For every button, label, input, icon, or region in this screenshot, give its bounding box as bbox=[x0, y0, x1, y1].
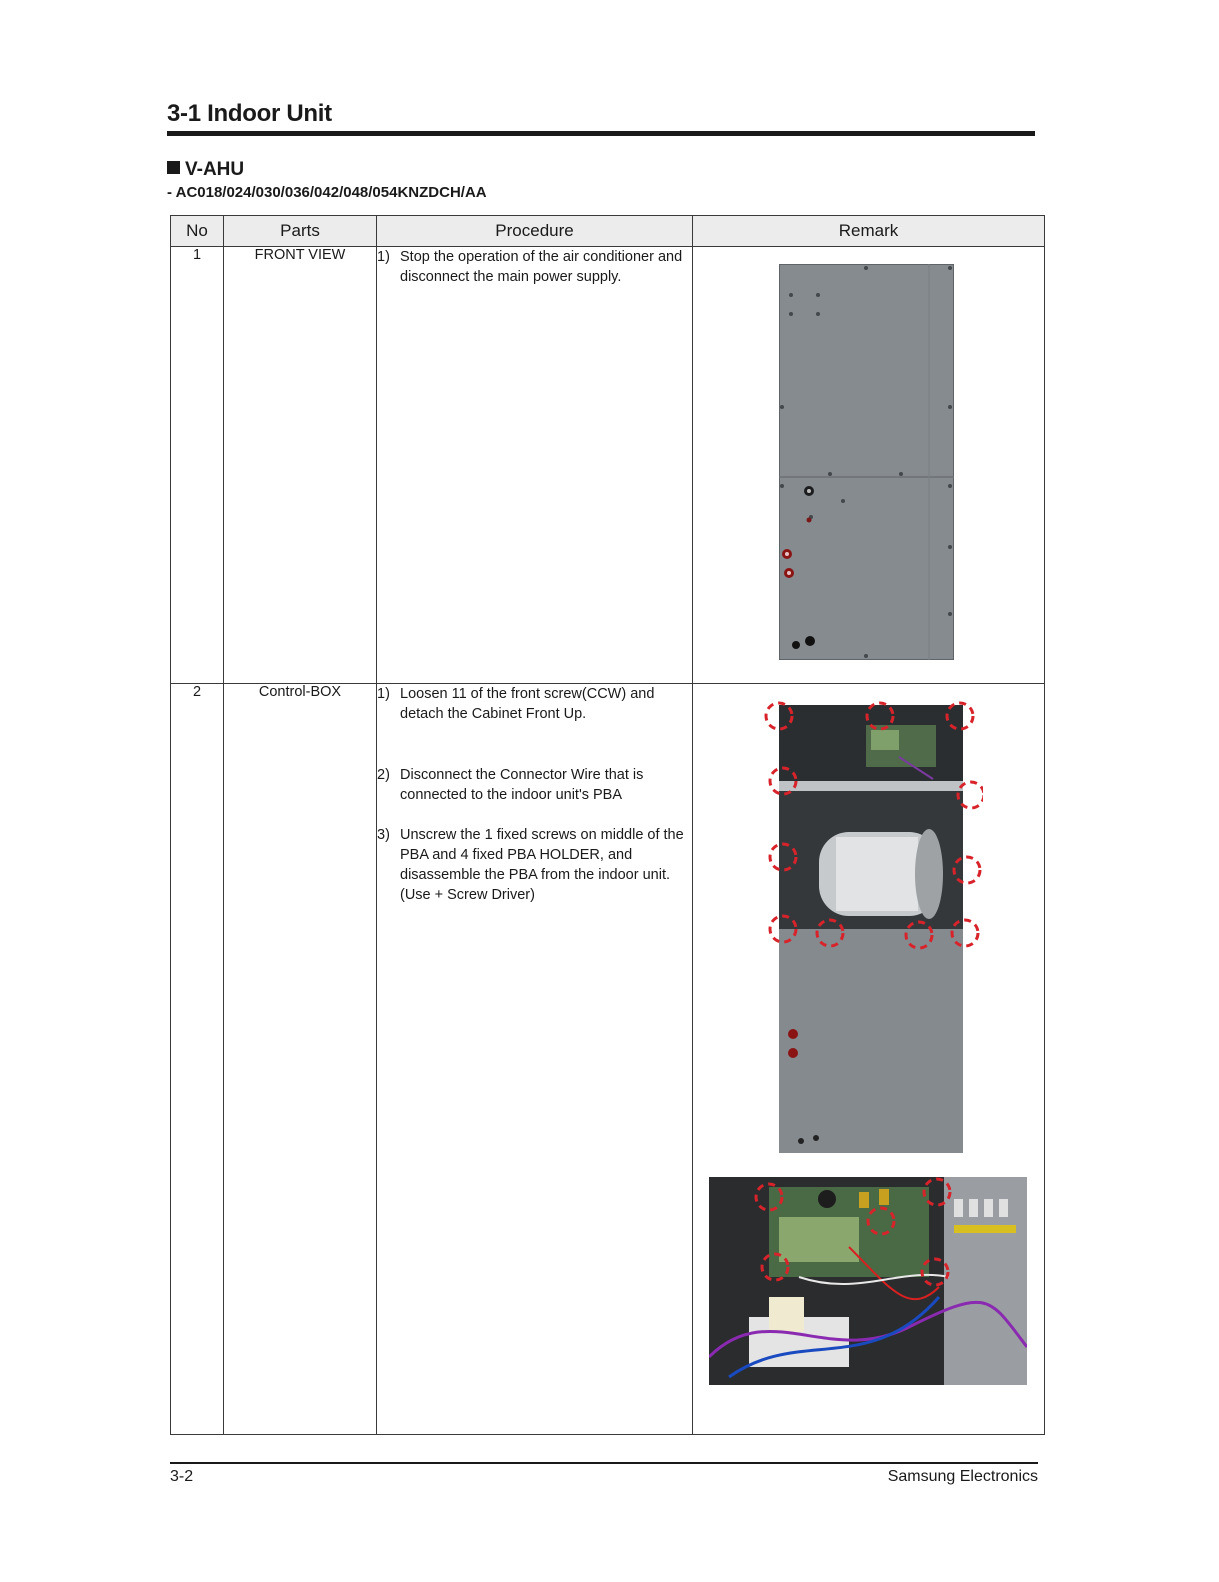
page-number: 3-2 bbox=[170, 1468, 194, 1485]
row-no: 1 bbox=[171, 247, 224, 684]
procedure-step bbox=[377, 825, 692, 905]
step-text-main: Unscrew the 1 fixed screws on middle of the PBA and 4 fixed PBA HOLDER, and disassemble the PBA from the indoor unit. bbox=[400, 827, 684, 883]
table-row bbox=[171, 684, 1045, 1435]
procedure-step bbox=[377, 765, 692, 805]
section-title: 3-1 Indoor Unit bbox=[167, 100, 332, 127]
model-line: - AC018/024/030/036/042/048/054KNZDCH/AA bbox=[167, 184, 487, 201]
footer-brand: Samsung Electronics bbox=[887, 1468, 1038, 1485]
table-row bbox=[171, 247, 1045, 684]
procedure-step bbox=[377, 247, 692, 287]
table-header-row bbox=[171, 216, 1045, 247]
pba-photo bbox=[709, 1177, 1027, 1385]
step-text: Disconnect the Connector Wire that is connected to the indoor unit's PBA bbox=[400, 767, 644, 803]
row-remark bbox=[693, 684, 1045, 1435]
step-text bbox=[400, 825, 692, 905]
front-view-photo bbox=[779, 264, 954, 660]
square-bullet-icon bbox=[167, 161, 180, 174]
step-number: 1) bbox=[377, 249, 390, 265]
subtitle-text: V-AHU bbox=[185, 159, 245, 180]
row-procedure bbox=[377, 247, 693, 684]
header-no: No bbox=[171, 216, 224, 247]
step-number: 3) bbox=[377, 827, 390, 843]
step-text: Loosen 11 of the front screw(CCW) and detach the Cabinet Front Up. bbox=[400, 686, 655, 722]
opened-cabinet-photo bbox=[761, 697, 983, 1157]
step-number: 1) bbox=[377, 686, 390, 702]
row-part: FRONT VIEW bbox=[224, 247, 377, 684]
subtitle bbox=[167, 159, 244, 181]
step-number: 2) bbox=[377, 767, 390, 783]
row-remark bbox=[693, 247, 1045, 684]
procedure-step bbox=[377, 684, 692, 724]
procedure-table bbox=[170, 215, 1045, 1435]
step-note: (Use + Screw Driver) bbox=[400, 887, 535, 903]
footer-rule bbox=[170, 1462, 1038, 1464]
title-rule bbox=[167, 131, 1035, 136]
row-no: 2 bbox=[171, 684, 224, 1435]
row-procedure bbox=[377, 684, 693, 1435]
header-remark: Remark bbox=[693, 216, 1045, 247]
header-parts: Parts bbox=[224, 216, 377, 247]
row-part: Control-BOX bbox=[224, 684, 377, 1435]
header-procedure: Procedure bbox=[377, 216, 693, 247]
step-text: Stop the operation of the air conditioner and disconnect the main power supply. bbox=[400, 249, 683, 285]
